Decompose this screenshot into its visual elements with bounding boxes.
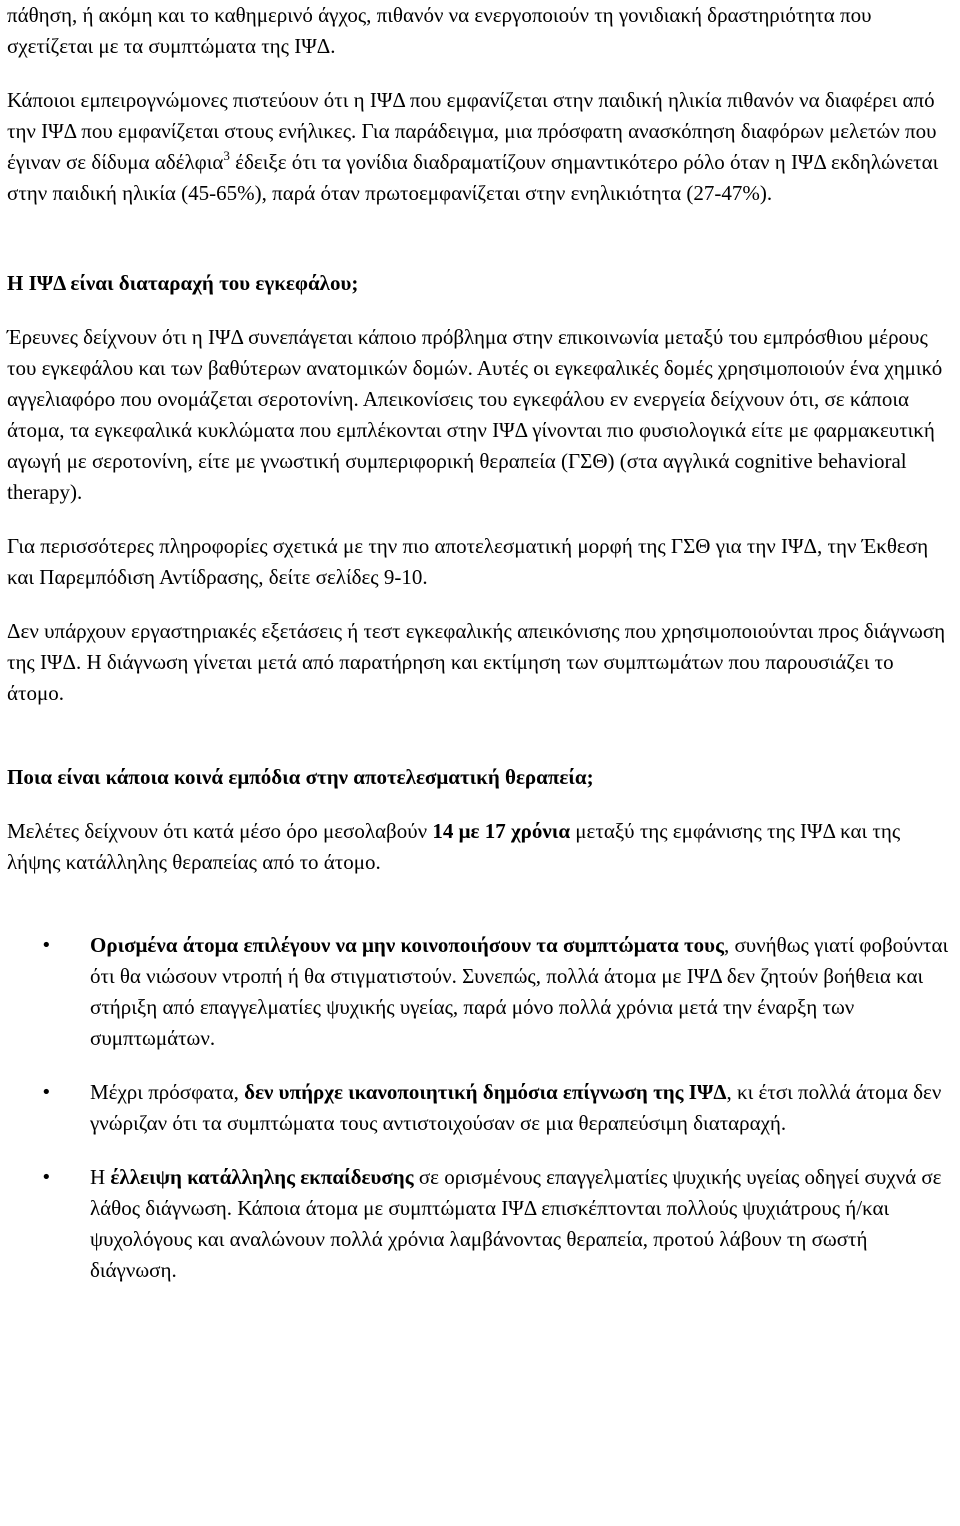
bullet-icon: • [41,1167,52,1188]
paragraph-delay-text-a: Μελέτες δείχνουν ότι κατά μέσο όρο μεσολαβούν [7,819,433,843]
list-item-post: , κι έτσι πολλά άτομα δεν γνώριζαν ότι τα συμπτώματα τους αντιστοιχούσαν σε μια θεραπεύσιμη διαταραχή. [90,1080,942,1135]
paragraph-delay-years [7,816,953,878]
list-item-pre: Μέχρι πρόσφατα, [90,1080,245,1104]
paragraph-childhood-ocd-text-a: Κάποιοι εμπειρογνώμονες πιστεύουν ότι η ΙΨΔ που εμφανίζεται στην παιδική ηλικία πιθανόν να διαφέρει από την ΙΨΔ που εμφανίζεται στους ενήλικες. Για παράδειγμα, μια πρόσφατη ανασκόπηση διαφόρων μελετών που έγιναν σε δίδυμα αδέλφια [7,88,937,174]
obstacles-list [7,930,953,1286]
paragraph-more-info: Για περισσότερες πληροφορίες σχετικά με την πιο αποτελεσματική μορφή της ΓΣΘ για την ΙΨΔ, την Έκθεση και Παρεμπόδιση Αντίδρασης, δείτε σελίδες 9-10. [7,534,929,589]
bullet-icon: • [41,1082,52,1103]
list-item [7,930,953,1054]
list-item-pre: Η [90,1165,111,1189]
paragraph-brain-research: Έρευνες δείχνουν ότι η ΙΨΔ συνεπάγεται κάποιο πρόβλημα στην επικοινωνία μεταξύ του εμπρόσθιου μέρους του εγκεφάλου και των βαθύτερων ανατομικών δομών. Αυτές οι εγκεφαλικές δομές χρησιμοποιούν ένα χημικό αγγελιαφόρο που ονομάζεται σεροτονίνη. Απεικονίσεις του εγκεφάλου εν ενεργεία δείχνουν ότι, σε κάποια άτομα, τα εγκεφαλικά κυκλώματα που εμπλέκονται στην ΙΨΔ γίνονται πιο φυσιολογικά είτε με φαρμακευτική αγωγή με σεροτονίνη, είτε με γνωστική συμπεριφορική θεραπεία (ΓΣΘ) (στα αγγλικά cognitive behavioral therapy). [7,325,943,504]
paragraph-childhood-ocd [7,85,953,209]
document-page [7,0,953,1309]
paragraph-genetic-activity: πάθηση, ή ακόμη και το καθημερινό άγχος, πιθανόν να ενεργοποιούν τη γονιδιακή δραστηριότητα που σχετίζεται με τα συμπτώματα της ΙΨΔ. [7,3,872,58]
list-item-post: σε ορισμένους επαγγελματίες ψυχικής υγείας οδηγεί συχνά σε λάθος διάγνωση. Κάποια άτομα με συμπτώματα ΙΨΔ επισκέπτονται πολλούς ψυχιάτρους ή/και ψυχολόγους και αναλώνουν πολλά χρόνια λαμβάνοντας θεραπεία, προτού λάβουν τη σωστή διάγνωση. [90,1165,942,1282]
list-item [7,1162,953,1286]
paragraph-delay-text-b: μεταξύ της εμφάνισης της ΙΨΔ και της λήψης κατάλληλης θεραπείας από το άτομο. [7,819,901,874]
delay-years-bold: 14 με 17 χρόνια [432,819,571,843]
footnote-ref-3: 3 [223,148,230,163]
paragraph-diagnosis: Δεν υπάρχουν εργαστηριακές εξετάσεις ή τεστ εγκεφαλικής απεικόνισης που χρησιμοποιούνται προς διάγνωση της ΙΨΔ. Η διάγνωση γίνεται μετά από παρατήρηση και εκτίμηση των συμπτωμάτων που παρουσιάζει το άτομο. [7,619,946,705]
list-item-bold: δεν υπήρχε ικανοποιητική δημόσια επίγνωση της ΙΨΔ [244,1080,727,1104]
section-heading-brain-disorder: Η ΙΨΔ είναι διαταραχή του εγκεφάλου; [7,271,359,295]
bullet-icon: • [41,935,52,956]
paragraph-childhood-ocd-text-b: έδειξε ότι τα γονίδια διαδραματίζουν σημαντικότερο ρόλο όταν η ΙΨΔ εκδηλώνεται στην παιδική ηλικία (45-65%), παρά όταν πρωτοεμφανίζεται στην ενηλικιότητα (27-47%). [7,150,939,205]
list-item [7,1077,953,1139]
list-item-bold: Ορισμένα άτομα επιλέγουν να μην κοινοποιήσουν τα συμπτώματα τους [90,933,724,957]
list-item-bold: έλλειψη κατάλληλης εκπαίδευσης [110,1165,414,1189]
list-item-post: , συνήθως γιατί φοβούνται ότι θα νιώσουν ντροπή ή θα στιγματιστούν. Συνεπώς, πολλά άτομα με ΙΨΔ δεν ζητούν βοήθεια και στήριξη από επαγγελματίες ψυχικής υγείας, παρά μόνο πολλά χρόνια μετά την έναρξη των συμπτωμάτων. [90,933,949,1050]
section-heading-treatment-obstacles: Ποια είναι κάποια κοινά εμπόδια στην αποτελεσματική θεραπεία; [7,765,594,789]
